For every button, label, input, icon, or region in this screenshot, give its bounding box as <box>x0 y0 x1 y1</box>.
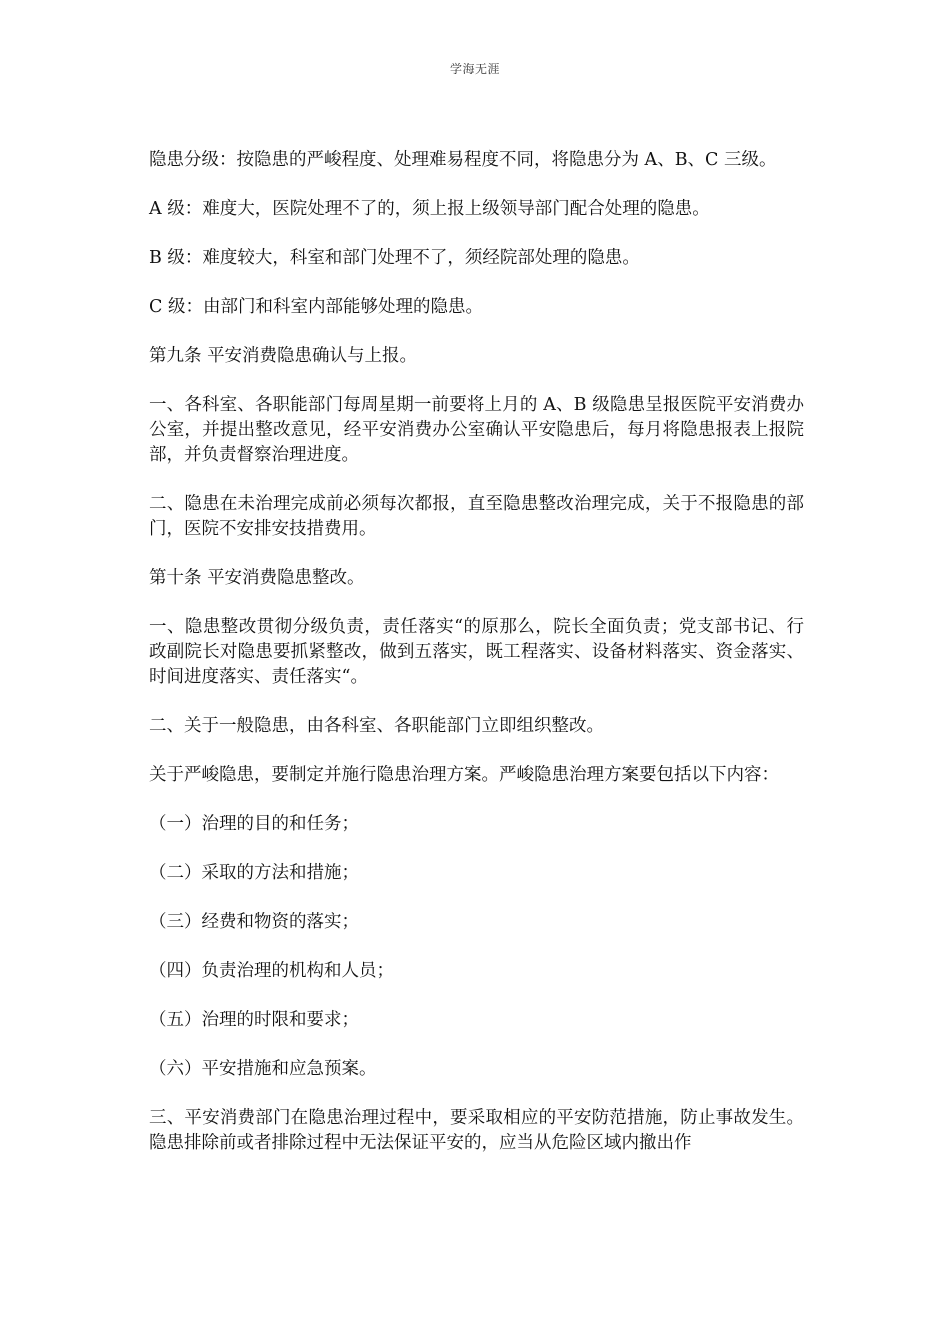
list-item-plan-4: （四）负责治理的机构和人员； <box>149 961 394 981</box>
paragraph-serious-hazard-plan: 关于严峻隐患，要制定并施行隐患治理方案。严峻隐患治理方案要包括以下内容： <box>149 765 779 785</box>
paragraph-level-c: C 级：由部门和科室内部能够处理的隐患。 <box>149 297 483 317</box>
document-body <box>149 148 804 1180</box>
paragraph-level-a: A 级：难度大，医院处理不了的，须上报上级领导部门配合处理的隐患。 <box>149 199 710 219</box>
paragraph-article-nine-item-1: 一、各科室、各职能部门每周星期一前要将上月的 A、B 级隐患呈报医院平安消费办公室，并提出整改意见，经平安消费办公室确认平安隐患后，每月将隐患报表上报院部，并负责督察治理进度。 <box>149 395 804 465</box>
list-item-plan-2: （二）采取的方法和措施； <box>149 863 359 883</box>
paragraph-level-b: B 级：难度较大，科室和部门处理不了，须经院部处理的隐患。 <box>149 248 640 268</box>
list-item-plan-1: （一）治理的目的和任务； <box>149 814 359 834</box>
list-item-plan-5: （五）治理的时限和要求； <box>149 1010 359 1030</box>
article-ten-heading: 第十条 平安消费隐患整改。 <box>149 568 365 588</box>
list-item-plan-3: （三）经费和物资的落实； <box>149 912 359 932</box>
paragraph-article-ten-item-3: 三、平安消费部门在隐患治理过程中，要采取相应的平安防范措施，防止事故发生。隐患排除前或者排除过程中无法保证平安的，应当从危险区域内撤出作 <box>149 1108 804 1153</box>
paragraph-article-ten-item-1: 一、隐患整改贯彻分级负责，责任落实“的原那么，院长全面负责；党支部书记、行政副院长对隐患要抓紧整改，做到五落实，既工程落实、设备材料落实、资金落实、时间进度落实、责任落实“。 <box>149 617 804 687</box>
list-item-plan-6: （六）平安措施和应急预案。 <box>149 1059 377 1079</box>
article-nine-heading: 第九条 平安消费隐患确认与上报。 <box>149 346 418 366</box>
paragraph-hazard-classification: 隐患分级：按隐患的严峻程度、处理难易程度不同，将隐患分为 A、B、C 三级。 <box>149 150 777 170</box>
paragraph-article-nine-item-2: 二、隐患在未治理完成前必须每次都报，直至隐患整改治理完成，关于不报隐患的部门，医院不安排安技措费用。 <box>149 494 804 539</box>
page-header: 学海无涯 <box>449 62 500 76</box>
paragraph-article-ten-item-2: 二、关于一般隐患，由各科室、各职能部门立即组织整改。 <box>149 716 604 736</box>
